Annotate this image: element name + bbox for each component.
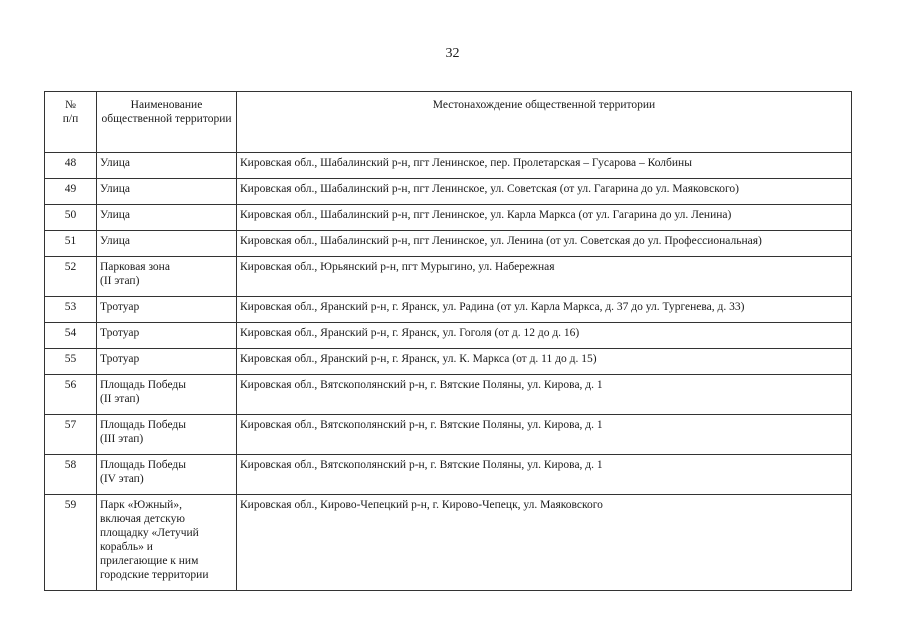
row-territory-name: Улица: [97, 179, 237, 205]
header-territory-location: Местонахождение общественной территории: [237, 92, 852, 153]
row-number: 58: [45, 455, 97, 495]
row-territory-name: Площадь Победы (IV этап): [97, 455, 237, 495]
table-row: [45, 349, 852, 375]
row-territory-location: Кировская обл., Шабалинский р-н, пгт Ленинское, ул. Карла Маркса (от ул. Гагарина до ул. Ленина): [237, 205, 852, 231]
row-territory-location: Кировская обл., Вятскополянский р-н, г. Вятские Поляны, ул. Кирова, д. 1: [237, 455, 852, 495]
row-number: 56: [45, 375, 97, 415]
row-territory-location: Кировская обл., Шабалинский р-н, пгт Ленинское, пер. Пролетарская – Гусарова – Колбины: [237, 153, 852, 179]
row-number: 50: [45, 205, 97, 231]
table-row: [45, 415, 852, 455]
row-number: 59: [45, 495, 97, 591]
row-territory-name: Парк «Южный», включая детскую площадку «Летучий корабль» и прилегающие к ним городские территории: [97, 495, 237, 591]
row-number: 49: [45, 179, 97, 205]
row-territory-location: Кировская обл., Вятскополянский р-н, г. Вятские Поляны, ул. Кирова, д. 1: [237, 415, 852, 455]
row-territory-location: Кировская обл., Яранский р-н, г. Яранск, ул. Радина (от ул. Карла Маркса, д. 37 до ул. Тургенева, д. 33): [237, 297, 852, 323]
row-territory-location: Кировская обл., Шабалинский р-н, пгт Ленинское, ул. Ленина (от ул. Советская до ул. Профессиональная): [237, 231, 852, 257]
row-territory-name: Парковая зона (II этап): [97, 257, 237, 297]
row-territory-name: Тротуар: [97, 297, 237, 323]
table-row: [45, 153, 852, 179]
table-row: [45, 297, 852, 323]
row-number: 51: [45, 231, 97, 257]
row-territory-location: Кировская обл., Шабалинский р-н, пгт Ленинское, ул. Советская (от ул. Гагарина до ул. Маяковского): [237, 179, 852, 205]
row-number: 53: [45, 297, 97, 323]
row-number: 55: [45, 349, 97, 375]
table-row: [45, 257, 852, 297]
row-number: 52: [45, 257, 97, 297]
table-row: [45, 179, 852, 205]
table-row: [45, 205, 852, 231]
header-territory-name: Наименование общественной территории: [97, 92, 237, 153]
row-territory-location: Кировская обл., Вятскополянский р-н, г. Вятские Поляны, ул. Кирова, д. 1: [237, 375, 852, 415]
row-territory-location: Кировская обл., Яранский р-н, г. Яранск, ул. Гоголя (от д. 12 до д. 16): [237, 323, 852, 349]
row-territory-name: Улица: [97, 153, 237, 179]
table-row: [45, 455, 852, 495]
table-row: [45, 323, 852, 349]
row-territory-name: Тротуар: [97, 349, 237, 375]
table-header-row: [45, 92, 852, 153]
table-row: [45, 495, 852, 591]
row-territory-name: Улица: [97, 205, 237, 231]
row-territory-name: Площадь Победы (II этап): [97, 375, 237, 415]
header-number: № п/п: [45, 92, 97, 153]
table-row: [45, 231, 852, 257]
row-territory-name: Тротуар: [97, 323, 237, 349]
table-body: [45, 153, 852, 591]
page-number: 32: [445, 46, 460, 61]
row-territory-location: Кировская обл., Яранский р-н, г. Яранск, ул. К. Маркса (от д. 11 до д. 15): [237, 349, 852, 375]
row-territory-location: Кировская обл., Кирово-Чепецкий р-н, г. Кирово-Чепецк, ул. Маяковского: [237, 495, 852, 591]
table-row: [45, 375, 852, 415]
row-territory-name: Улица: [97, 231, 237, 257]
row-number: 48: [45, 153, 97, 179]
public-territories-table: [44, 91, 852, 591]
row-number: 57: [45, 415, 97, 455]
row-territory-name: Площадь Победы (III этап): [97, 415, 237, 455]
row-territory-location: Кировская обл., Юрьянский р-н, пгт Мурыгино, ул. Набережная: [237, 257, 852, 297]
row-number: 54: [45, 323, 97, 349]
